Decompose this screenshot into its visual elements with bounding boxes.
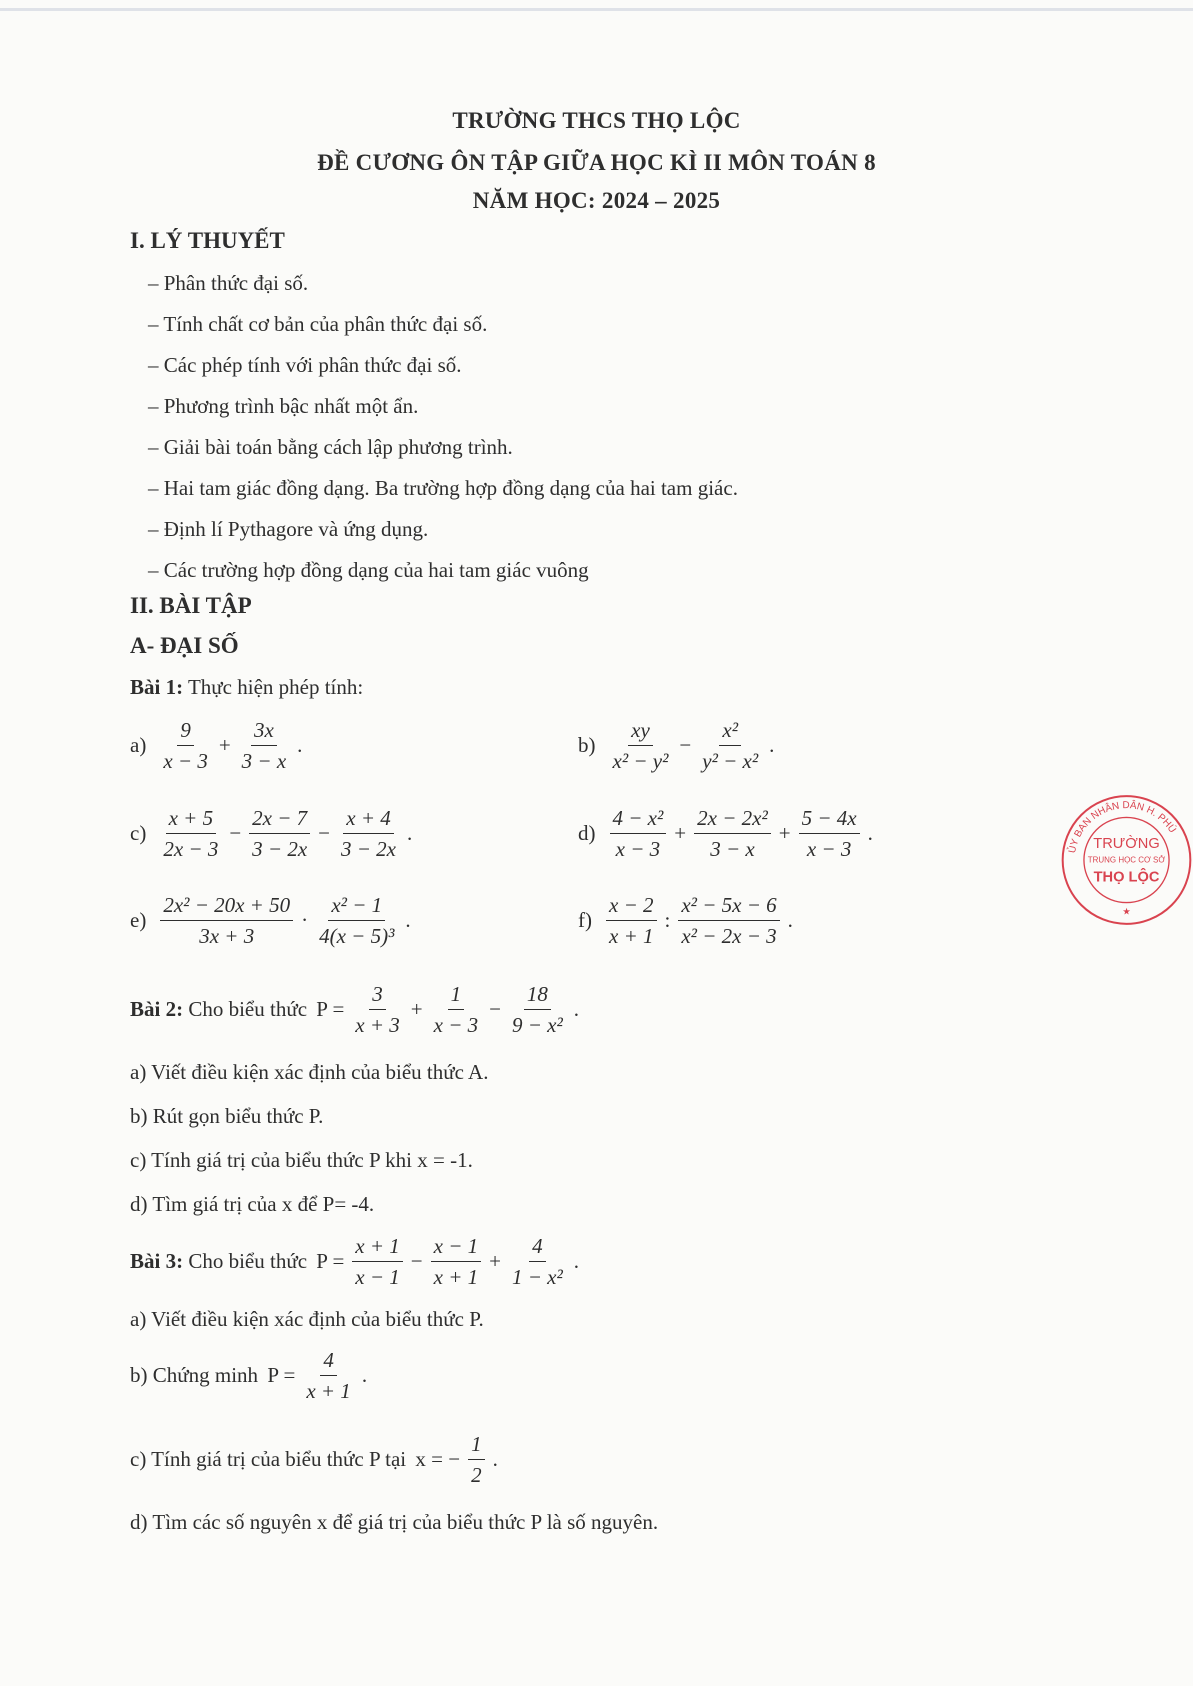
theory-item: – Định lí Pythagore và ứng dụng. (148, 517, 429, 541)
math-operator: : (664, 908, 671, 933)
item-label: b) (578, 733, 596, 758)
item-label: c) (130, 821, 147, 846)
fraction-denominator: x − 3 (163, 749, 208, 774)
math-expression (263, 1348, 371, 1403)
theory-item: – Tính chất cơ bản của phân thức đại số. (148, 312, 488, 336)
fraction-denominator: 3 − x (710, 837, 755, 862)
bai3-part-c (130, 1432, 502, 1487)
fraction-denominator: x + 1 (609, 924, 654, 949)
scan-top-edge (0, 8, 1193, 11)
math-operator: . (573, 1249, 580, 1274)
fraction-denominator: 2 (471, 1463, 482, 1488)
fraction-denominator: x + 1 (433, 1265, 479, 1290)
bai2-part-c: c) Tính giá trị của biểu thức P khi x = -1. (130, 1148, 473, 1172)
bai3-label: Bài 3: (130, 1249, 184, 1274)
theory-item: – Giải bài toán bằng cách lập phương trình. (148, 435, 513, 459)
fraction-denominator: x² − y² (612, 749, 669, 774)
fraction-numerator: x² − 1 (328, 893, 385, 921)
bai3-part-d: d) Tìm các số nguyên x để giá trị của biểu thức P là số nguyên. (130, 1510, 659, 1534)
fraction-numerator: 3 (369, 982, 386, 1010)
fraction-denominator: 1 − x² (511, 1265, 563, 1290)
fraction-denominator: 3 − 2x (252, 837, 308, 862)
math-operator: . (769, 733, 775, 758)
fraction (249, 806, 310, 861)
fraction (509, 982, 566, 1037)
math-operator: − (318, 821, 331, 846)
fraction-numerator: 2x² − 20x + 50 (160, 893, 293, 921)
theory-item: – Phương trình bậc nhất một ẩn. (148, 394, 419, 418)
stamp-ring-text: ỦY BAN NHÂN DÂN H. PHÚ (1067, 800, 1178, 855)
bai2-label: Bài 2: (130, 997, 184, 1022)
fraction (610, 718, 672, 773)
fraction-denominator: x² − 2x − 3 (681, 924, 777, 949)
fraction (352, 982, 403, 1037)
fraction-denominator: 3 − x (241, 749, 287, 774)
stamp-line-3: THỌ LỘC (1093, 869, 1160, 886)
fraction-denominator: 4(x − 5)³ (319, 924, 395, 949)
item-label: a) (130, 733, 147, 758)
math-expression (156, 893, 414, 948)
fraction-denominator: 3 − 2x (341, 837, 397, 862)
fraction-numerator: 9 (177, 718, 194, 746)
theory-item: – Các trường hợp đồng dạng của hai tam giác vuông (148, 558, 589, 582)
fraction (303, 1348, 354, 1403)
math-expression (606, 718, 779, 773)
math-operator: P = (267, 1363, 296, 1388)
document-title: ĐỀ CƯƠNG ÔN TẬP GIỮA HỌC KÌ II MÔN TOÁN 8 (317, 150, 876, 175)
bai2-part-b: b) Rút gọn biểu thức P. (130, 1104, 324, 1128)
bai2-part-a: a) Viết điều kiện xác định của biểu thức A. (130, 1060, 489, 1084)
theory-list (148, 263, 738, 591)
math-expression (156, 718, 306, 773)
fraction-denominator: 2x − 3 (163, 837, 219, 862)
fraction-numerator: 2x − 7 (249, 806, 310, 834)
fraction (160, 718, 211, 773)
fraction (678, 893, 779, 948)
math-operator: P = (316, 1249, 345, 1274)
fraction-denominator: x − 3 (806, 837, 852, 862)
fraction-numerator: x + 1 (352, 1234, 403, 1262)
math-operator: − (229, 821, 242, 846)
bai1-text: Thực hiện phép tính: (183, 675, 364, 699)
bai1-item-d (578, 806, 877, 861)
bai2-title (130, 982, 583, 1037)
math-operator: + (410, 997, 423, 1022)
bai3-title (130, 1234, 583, 1289)
theory-item: – Các phép tính với phân thức đại số. (148, 353, 462, 377)
math-operator: − (679, 733, 692, 758)
bai3-part-c-text: c) Tính giá trị của biểu thức P tại (130, 1447, 412, 1472)
math-expression (312, 1234, 583, 1289)
fraction-numerator: x + 5 (166, 806, 217, 834)
fraction-numerator: 3x (251, 718, 277, 746)
fraction (468, 1432, 485, 1487)
fraction (239, 718, 290, 773)
math-expression (606, 806, 877, 861)
fraction-numerator: x² − 5x − 6 (678, 893, 779, 921)
math-expression (411, 1432, 501, 1487)
math-operator: . (492, 1447, 498, 1472)
bai3-text: Cho biểu thức (183, 1249, 313, 1274)
fraction (799, 806, 860, 861)
fraction-numerator: 4 − x² (610, 806, 667, 834)
item-label: f) (578, 908, 592, 933)
bai3-part-b (130, 1348, 371, 1403)
fraction (352, 1234, 403, 1289)
item-label: e) (130, 908, 147, 933)
fraction-numerator: x² (719, 718, 741, 746)
math-expression (602, 893, 797, 948)
math-operator: + (489, 1249, 501, 1274)
stamp-line-2: TRUNG HỌC CƠ SỞ (1087, 855, 1166, 865)
bai1-title (130, 675, 363, 700)
fraction-numerator: x − 2 (606, 893, 657, 921)
bai3-part-a: a) Viết điều kiện xác định của biểu thức P. (130, 1307, 484, 1331)
fraction (610, 806, 667, 861)
fraction (160, 893, 293, 948)
fraction-denominator: y² − x² (702, 749, 759, 774)
fraction-numerator: 2x − 2x² (694, 806, 771, 834)
bai1-item-a (130, 718, 306, 773)
item-label: d) (578, 821, 596, 846)
math-operator: − (489, 997, 501, 1022)
fraction (160, 806, 221, 861)
fraction-numerator: x − 1 (431, 1234, 482, 1262)
fraction (606, 893, 657, 948)
theory-item: – Phân thức đại số. (148, 271, 309, 295)
math-expression (156, 806, 416, 861)
school-year: NĂM HỌC: 2024 – 2025 (472, 188, 721, 213)
fraction-numerator: x + 4 (343, 806, 394, 834)
theory-item: – Hai tam giác đồng dạng. Ba trường hợp đồng dạng của hai tam giác. (148, 476, 738, 500)
fraction-denominator: 3x + 3 (199, 924, 255, 949)
bai1-item-c (130, 806, 416, 861)
math-operator: − (410, 1249, 423, 1274)
fraction-numerator: 18 (524, 982, 551, 1010)
math-operator: · (301, 908, 309, 933)
math-operator: . (407, 821, 413, 846)
fraction (431, 982, 482, 1037)
math-operator: . (573, 997, 580, 1022)
bai1-item-f (578, 893, 797, 948)
fraction-denominator: x − 3 (433, 1013, 479, 1038)
math-operator: + (674, 821, 687, 846)
fraction-numerator: 4 (320, 1348, 337, 1376)
fraction-denominator: x + 3 (355, 1013, 400, 1038)
fraction-numerator: 5 − 4x (799, 806, 860, 834)
theory-heading: I. LÝ THUYẾT (130, 228, 285, 253)
exercises-heading: II. BÀI TẬP (130, 593, 252, 618)
fraction-denominator: 9 − x² (511, 1013, 563, 1038)
fraction (509, 1234, 566, 1289)
fraction-denominator: x + 1 (306, 1379, 351, 1404)
bai1-label: Bài 1: (130, 675, 184, 699)
bai3-part-b-text: b) Chứng minh (130, 1363, 264, 1388)
fraction-numerator: 4 (529, 1234, 546, 1262)
fraction (338, 806, 399, 861)
star-icon: ★ (1122, 906, 1131, 918)
math-operator: . (787, 908, 793, 933)
fraction (699, 718, 761, 773)
math-operator: P = (316, 997, 345, 1022)
school-stamp (1060, 760, 1193, 960)
bai1-item-b (578, 718, 778, 773)
fraction-numerator: 1 (468, 1432, 485, 1460)
bai2-text: Cho biểu thức (183, 997, 313, 1022)
fraction (694, 806, 771, 861)
math-operator: x = − (415, 1447, 461, 1472)
fraction-denominator: x − 1 (355, 1265, 400, 1290)
school-name: TRƯỜNG THCS THỌ LỘC (452, 108, 741, 133)
fraction-denominator: x − 3 (615, 837, 661, 862)
stamp-line-1: TRƯỜNG (1093, 836, 1160, 853)
algebra-heading: A- ĐẠI SỐ (130, 633, 239, 658)
math-operator: + (778, 821, 791, 846)
math-operator: + (218, 733, 231, 758)
bai2-part-d: d) Tìm giá trị của x để P= -4. (130, 1192, 375, 1216)
math-operator: . (297, 733, 303, 758)
fraction-numerator: 1 (448, 982, 465, 1010)
fraction (431, 1234, 482, 1289)
bai1-item-e (130, 893, 415, 948)
math-expression (312, 982, 583, 1037)
math-operator: . (867, 821, 873, 846)
fraction (316, 893, 397, 948)
fraction-numerator: xy (628, 718, 653, 746)
math-operator: . (361, 1363, 368, 1388)
math-operator: . (405, 908, 411, 933)
